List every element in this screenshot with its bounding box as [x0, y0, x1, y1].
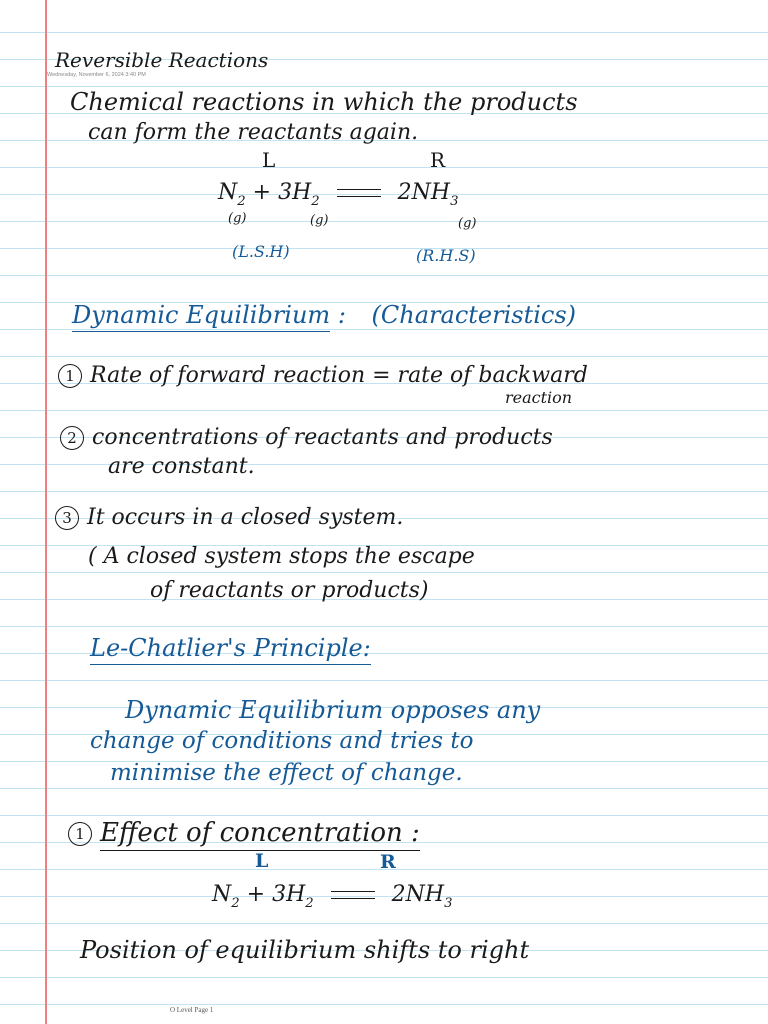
equilibrium-arrow-icon	[337, 186, 381, 200]
page-title: Reversible Reactions	[55, 48, 269, 72]
point-2-line-2: are constant.	[108, 454, 255, 479]
eq1-nh3-subscript: 3	[450, 194, 459, 209]
effect-n2-subscript: 2	[231, 896, 240, 911]
definition-line-1: Chemical reactions in which the products	[70, 88, 578, 116]
point-1-line-1: Rate of forward reaction = rate of backward	[90, 363, 588, 388]
effect-h2-subscript: 2	[305, 896, 314, 911]
equilibrium-arrow-icon	[331, 888, 375, 902]
effect-heading	[68, 820, 420, 846]
point-3-number: 3	[55, 506, 79, 530]
le-chatelier-heading-text: Le-Chatlier's Principle:	[90, 634, 371, 665]
eq1-h2-subscript: 2	[311, 194, 320, 209]
point-1-number: 1	[58, 364, 82, 388]
eq1-n2: N	[218, 180, 238, 205]
dynamic-heading-colon: :	[337, 301, 346, 329]
point-2-line-1: concentrations of reactants and products	[92, 425, 553, 450]
effect-nh3-subscript: 3	[444, 896, 453, 911]
eq1-label-left: L	[262, 148, 276, 172]
effect-equation	[212, 882, 453, 911]
effect-heading-text: Effect of concentration :	[100, 818, 420, 851]
point-1-line-2: reaction	[505, 388, 573, 407]
effect-label-left: L	[255, 850, 269, 872]
eq1-lhs-label: (L.S.H)	[232, 242, 290, 261]
effect-n2: N	[212, 882, 232, 907]
point-3-line-1: It occurs in a closed system.	[87, 505, 404, 530]
position-of-equilibrium-text: Position of equilibrium shifts to right	[80, 936, 530, 964]
page-footer: O Level Page 1	[170, 1006, 214, 1014]
eq1-nh3: 2NH	[397, 180, 451, 205]
point-1	[58, 364, 588, 388]
effect-label-right: R	[380, 851, 396, 873]
le-chatelier-line-1: Dynamic Equilibrium opposes any	[125, 696, 541, 724]
eq1-label-right: R	[430, 148, 446, 172]
dynamic-heading-text: Dynamic Equilibrium	[72, 301, 330, 332]
le-chatelier-line-2: change of conditions and tries to	[90, 728, 474, 754]
dynamic-equilibrium-heading	[72, 303, 576, 327]
definition-line-2: can form the reactants again.	[88, 120, 419, 145]
effect-nh3: 2NH	[391, 882, 445, 907]
eq1-equation	[218, 180, 459, 209]
eq1-state-n2: (g)	[228, 211, 247, 226]
dynamic-subheading: (Characteristics)	[371, 301, 577, 329]
eq1-rhs-label: (R.H.S)	[416, 246, 476, 265]
closed-system-note-line-2: of reactants or products)	[150, 578, 429, 603]
eq1-state-h2: (g)	[310, 213, 329, 228]
eq1-n2-subscript: 2	[237, 194, 246, 209]
effect-plus-h2: + 3H	[246, 882, 306, 907]
effect-number: 1	[68, 822, 92, 846]
le-chatelier-heading	[90, 636, 371, 660]
point-3	[55, 506, 403, 530]
point-2	[60, 426, 553, 450]
eq1-plus-h2: + 3H	[252, 180, 312, 205]
eq1-state-nh3: (g)	[458, 216, 477, 231]
page-timestamp: Wednesday, November 6, 2024 3:40 PM	[47, 72, 146, 78]
point-2-number: 2	[60, 426, 84, 450]
page-margin-line	[45, 0, 47, 1024]
closed-system-note-line-1: ( A closed system stops the escape	[88, 544, 475, 569]
le-chatelier-line-3: minimise the effect of change.	[110, 760, 463, 786]
